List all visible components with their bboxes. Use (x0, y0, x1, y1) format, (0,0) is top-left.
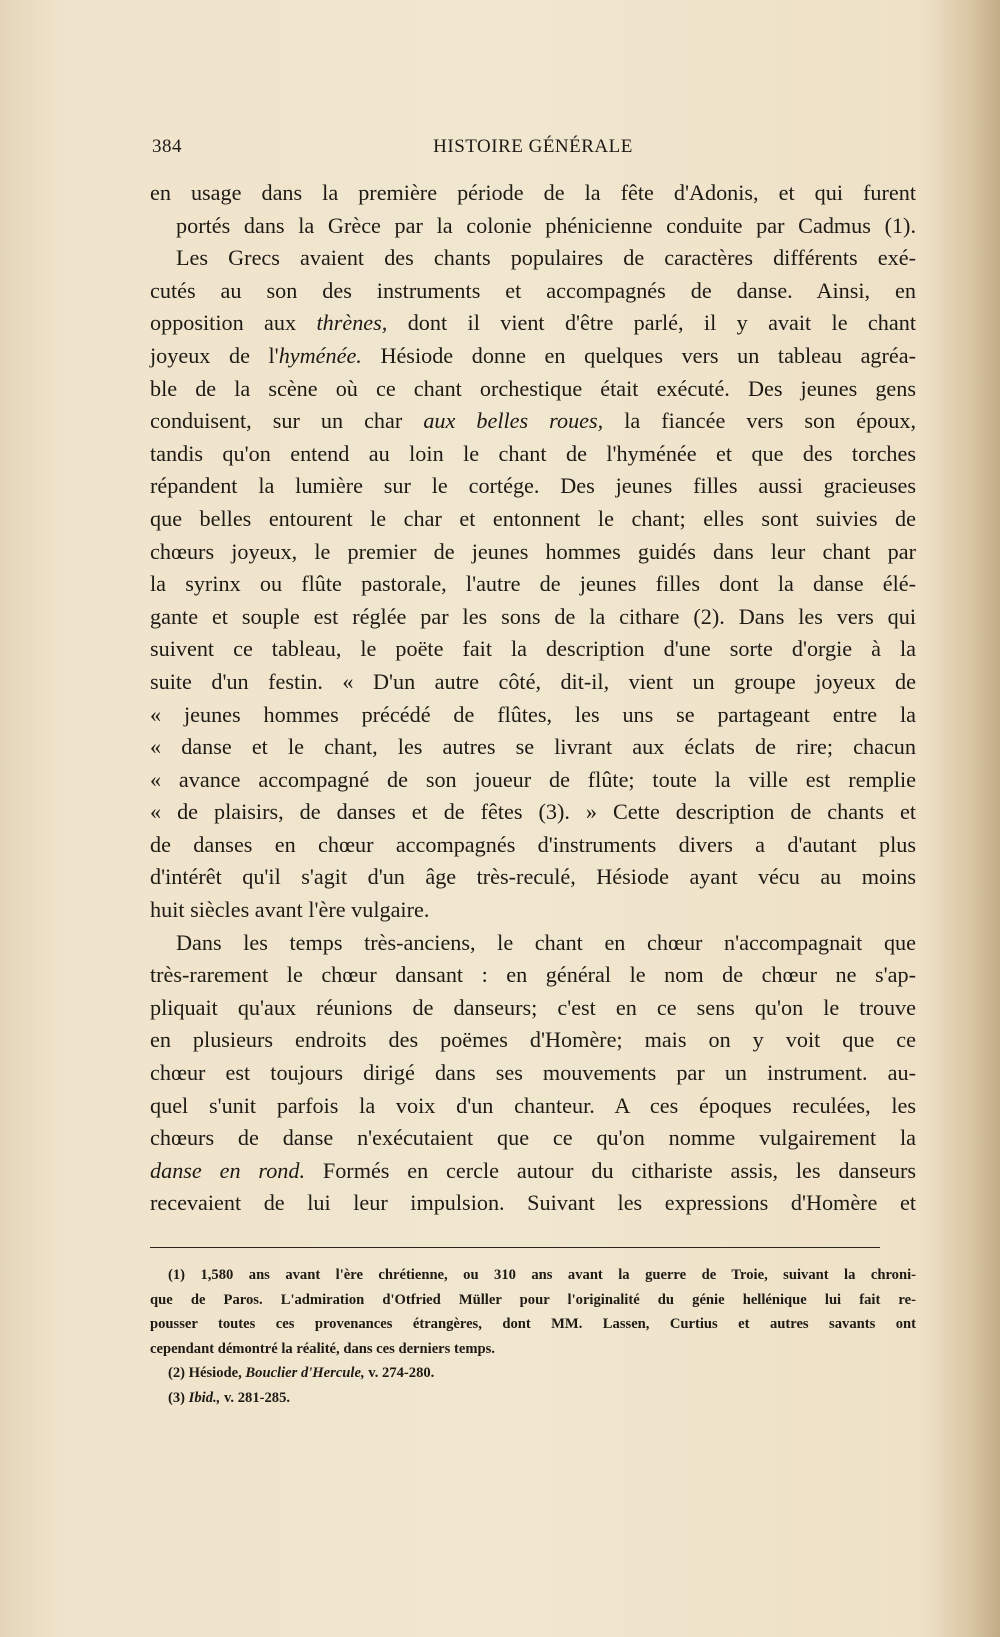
text-line: d'intérêt qu'il s'agit d'un âge très-reculé, Hésiode ayant vécu au moins (150, 864, 916, 890)
italic-text: hyménée. (278, 342, 362, 368)
text-line: portés dans la Grèce par la colonie phénicienne conduite par Cadmus (1). (176, 212, 916, 238)
italic-text: danse en rond. (150, 1157, 306, 1183)
text-line: pliquait qu'aux réunions de danseurs; c'est en ce sens qu'on le trouve (150, 994, 916, 1020)
text-line: que belles entourent le char et entonnent le chant; elles sont suivies de (150, 505, 916, 531)
page-header (152, 136, 914, 166)
footnote-divider (150, 1247, 880, 1248)
text-line: répandent la lumière sur le cortége. Des jeunes filles aussi gracieuses (150, 473, 916, 499)
text-line: « de plaisirs, de danses et de fêtes (3). » Cette description de chants et (150, 799, 916, 825)
text-line: cutés au son des instruments et accompagnés de danse. Ainsi, en (150, 277, 916, 303)
text-line: danse en rond. Formés en cercle autour du cithariste assis, les danseurs (150, 1157, 916, 1183)
text-line: chœurs de danse n'exécutaient que ce qu'on nomme vulgairement la (150, 1125, 916, 1151)
text-line: huit siècles avant l'ère vulgaire. (150, 897, 430, 923)
footnote-line: (1) 1,580 ans avant l'ère chrétienne, ou 310 ans avant la guerre de Troie, suivant la chroni- (168, 1267, 916, 1283)
text-line: « danse et le chant, les autres se livrant aux éclats de rire; chacun (150, 734, 916, 760)
text-line: conduisent, sur un char aux belles roues, la fiancée vers son époux, (150, 408, 916, 434)
footnote-line: (3) Ibid., v. 281-285. (168, 1389, 291, 1406)
text-line: la syrinx ou flûte pastorale, l'autre de jeunes filles dont la danse élé- (150, 571, 916, 597)
text-line: très-rarement le chœur dansant : en général le nom de chœur ne s'ap- (150, 962, 916, 988)
text-line: quel s'unit parfois la voix d'un chanteur. A ces époques reculées, les (150, 1092, 916, 1118)
text-line: « avance accompagné de son joueur de flûte; toute la ville est remplie (150, 766, 916, 792)
text-line: ble de la scène où ce chant orchestique était exécuté. Des jeunes gens (150, 375, 916, 401)
footnote-line: cependant démontré la réalité, dans ces derniers temps. (150, 1340, 495, 1357)
text-line: chœur est toujours dirigé dans ses mouvements par un instrument. au- (150, 1060, 916, 1086)
text-line: suite d'un festin. « D'un autre côté, dit-il, vient un groupe joyeux de (150, 668, 916, 694)
footnote-line: que de Paros. L'admiration d'Otfried Müller pour l'originalité du génie hellénique lui fait re- (150, 1291, 916, 1308)
main-text (150, 177, 916, 1220)
footnote-line: (2) Hésiode, Bouclier d'Hercule, v. 274-280. (168, 1365, 435, 1382)
text-line: recevaient de lui leur impulsion. Suivant les expressions d'Homère et (150, 1190, 916, 1216)
text-line: tandis qu'on entend au loin le chant de l'hyménée et que des torches (150, 440, 916, 466)
text-line: Les Grecs avaient des chants populaires de caractères différents exé- (176, 245, 916, 271)
text-line: opposition aux thrènes, dont il vient d'être parlé, il y avait le chant (150, 310, 916, 336)
footnote-line: pousser toutes ces provenances étrangères, dont MM. Lassen, Curtius et autres savants ont (150, 1316, 916, 1333)
italic-text: thrènes, (316, 310, 388, 336)
text-line: en usage dans la première période de la fête d'Adonis, et qui furent (150, 180, 916, 205)
text-line: en plusieurs endroits des poëmes d'Homère; mais on y voit que ce (150, 1027, 916, 1053)
page-number: 384 (152, 136, 182, 157)
text-line: suivent ce tableau, le poëte fait la description d'une sorte d'orgie à la (150, 636, 916, 662)
text-line: gante et souple est réglée par les sons de la cithare (2). Dans les vers qui (150, 603, 916, 629)
text-line: de danses en chœur accompagnés d'instruments divers a d'autant plus (150, 831, 916, 857)
italic-text: Bouclier d'Hercule, (245, 1365, 365, 1382)
text-line: joyeux de l'hyménée. Hésiode donne en quelques vers un tableau agréa- (150, 342, 916, 368)
italic-text: Ibid., (188, 1389, 221, 1406)
text-line: chœurs joyeux, le premier de jeunes hommes guidés dans leur chant par (150, 538, 916, 564)
footnotes (150, 1263, 916, 1411)
italic-text: aux belles roues, (423, 408, 604, 434)
text-line: Dans les temps très-anciens, le chant en chœur n'accompagnait que (176, 929, 916, 955)
text-line: « jeunes hommes précédé de flûtes, les uns se partageant entre la (150, 701, 916, 727)
running-head: HISTOIRE GÉNÉRALE (433, 136, 633, 157)
